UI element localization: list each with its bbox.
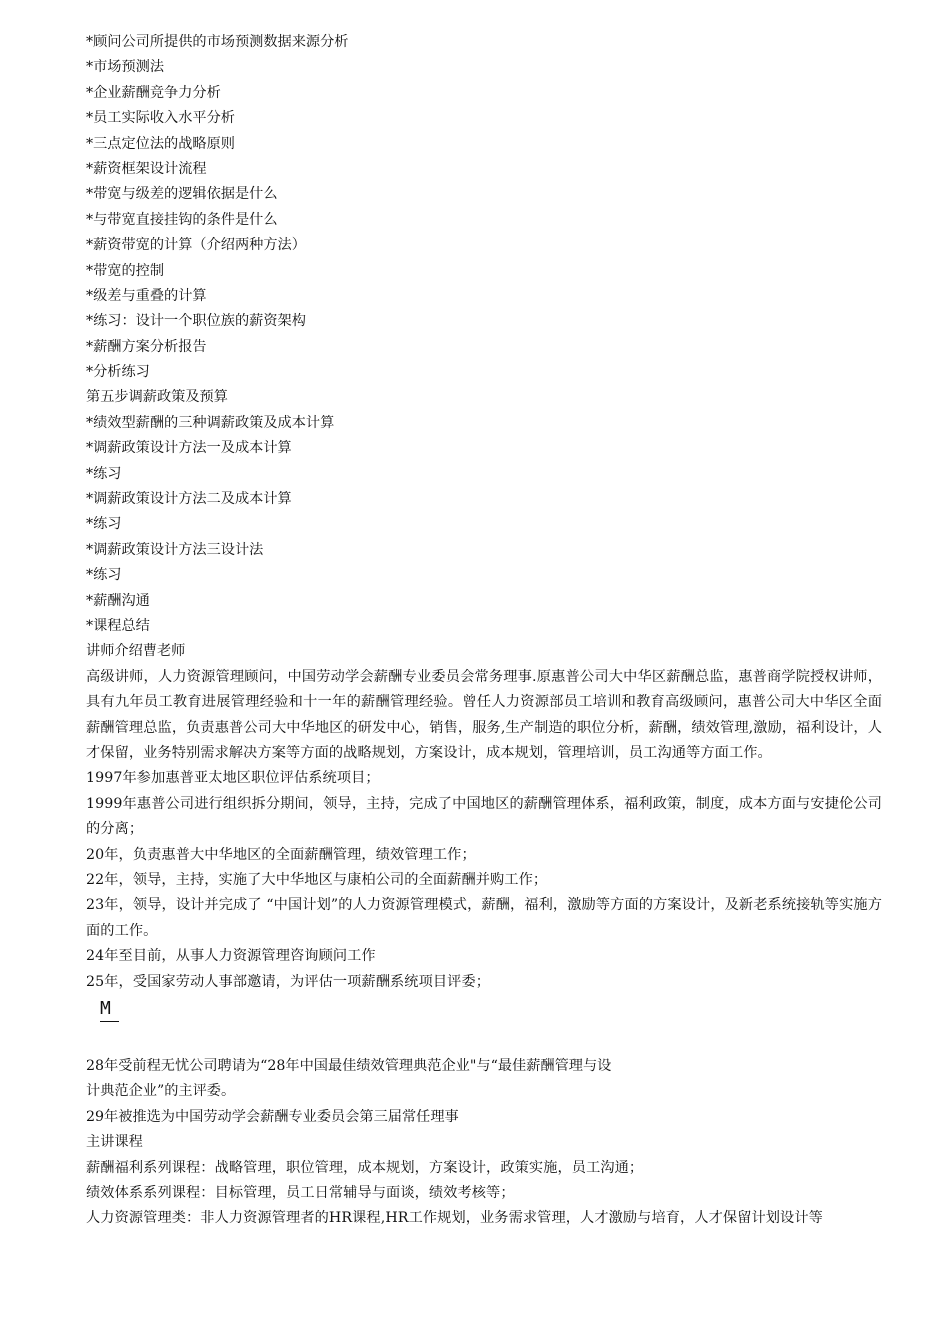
bullet-list-top	[86, 30, 882, 385]
list-item: *练习	[86, 465, 122, 482]
courses-heading: 主讲课程	[86, 1134, 143, 1151]
list-item: *课程总结	[86, 617, 150, 634]
list-item: *带宽的控制	[86, 262, 165, 279]
list-item: *企业薪酬竞争力分析	[86, 84, 221, 101]
list-item: *三点定位法的战略原则	[86, 135, 235, 152]
list-item: *练习：设计一个职位族的薪资架构	[86, 313, 306, 330]
career-item: 计典范企业”的主评委。	[86, 1083, 236, 1100]
list-item: *调薪政策设计方法一及成本计算	[86, 440, 292, 457]
career-item: 22年，领导，主持，实施了大中华地区与康柏公司的全面薪酬并购工作；	[86, 872, 548, 889]
list-item: *员工实际收入水平分析	[86, 110, 235, 127]
career-item: 29年被推选为中国劳动学会薪酬专业委员会第三届常任理事	[86, 1108, 459, 1125]
spacer	[86, 1022, 882, 1054]
lecturer-bio: 高级讲师，人力资源管理顾问，中国劳动学会薪酬专业委员会常务理事.原惠普公司大中华区薪酬总监，惠普商学院授权讲师，具有九年员工教育进展管理经验和十一年的薪酬管理经验。曾任人力资源部员工培训和教育高级顾问，惠普公司大中华区全面薪酬管理总监，负责惠普公司大中华地区的研发中心，销售，服务,生产制造的职位分析，薪酬，绩效管理,激励，福利设计，人才保留，业务特别需求解决方案等方面的战略规划，方案设计，成本规划，管理培训，员工沟通等方面工作。	[86, 668, 882, 761]
list-item: *薪酬方案分析报告	[86, 338, 207, 355]
career-list-continued	[86, 1054, 882, 1130]
list-item: *薪酬沟通	[86, 592, 150, 609]
list-item: *薪资带宽的计算（介绍两种方法）	[86, 237, 306, 254]
career-item: 20年，负责惠普大中华地区的全面薪酬管理，绩效管理工作；	[86, 846, 476, 863]
course-item: 薪酬福利系列课程：战略管理，职位管理，成本规划，方案设计，政策实施，员工沟通；	[86, 1159, 644, 1176]
courses-list	[86, 1156, 882, 1232]
document-page	[86, 30, 882, 1232]
career-item: 25年，受国家劳动人事部邀请，为评估一项薪酬系统项目评委；	[86, 973, 491, 990]
list-item: *市场预测法	[86, 59, 165, 76]
career-item: 23年，领导，设计并完成了 “中国计划”的人力资源管理模式，薪酬，福利，激励等方面的方案设计，及新老系统接轨等实施方面的工作。	[86, 897, 882, 939]
list-item: *顾问公司所提供的市场预测数据来源分析	[86, 34, 349, 50]
course-item: 人力资源管理类：非人力资源管理者的HR课程,HR工作规划，业务需求管理，人才激励与培育，人才保留计划设计等	[86, 1210, 823, 1227]
career-item: 1999年惠普公司进行组织拆分期间，领导，主持，完成了中国地区的薪酬管理体系，福利政策，制度，成本方面与安捷伦公司的分离；	[86, 795, 882, 838]
career-item: 24年至目前，从事人力资源管理咨询顾问工作	[86, 948, 376, 965]
career-item: 1997年参加惠普亚太地区职位评估系统项目；	[86, 770, 380, 787]
page-mark: M	[100, 997, 119, 1022]
list-item: *薪资框架设计流程	[86, 160, 207, 177]
list-item: *带宽与级差的逻辑依据是什么	[86, 186, 278, 203]
list-item: *练习	[86, 567, 122, 584]
lecturer-heading: 讲师介绍曹老师	[86, 643, 186, 660]
career-item: 28年受前程无忧公司聘请为“28年中国最佳绩效管理典范企业"与“最佳薪酬管理与设	[86, 1058, 612, 1075]
list-item: *绩效型薪酬的三种调薪政策及成本计算	[86, 414, 335, 431]
list-item: *调薪政策设计方法三设计法	[86, 541, 264, 558]
career-list	[86, 766, 882, 995]
list-item: *分析练习	[86, 364, 150, 381]
bullet-list-step5	[86, 411, 882, 640]
list-item: *调薪政策设计方法二及成本计算	[86, 491, 292, 508]
list-item: *与带宽直接挂钩的条件是什么	[86, 211, 278, 228]
step5-heading: 第五步调薪政策及预算	[86, 389, 228, 406]
list-item: *练习	[86, 516, 122, 533]
course-item: 绩效体系系列课程：目标管理，员工日常辅导与面谈，绩效考核等；	[86, 1185, 515, 1202]
list-item: *级差与重叠的计算	[86, 287, 207, 304]
